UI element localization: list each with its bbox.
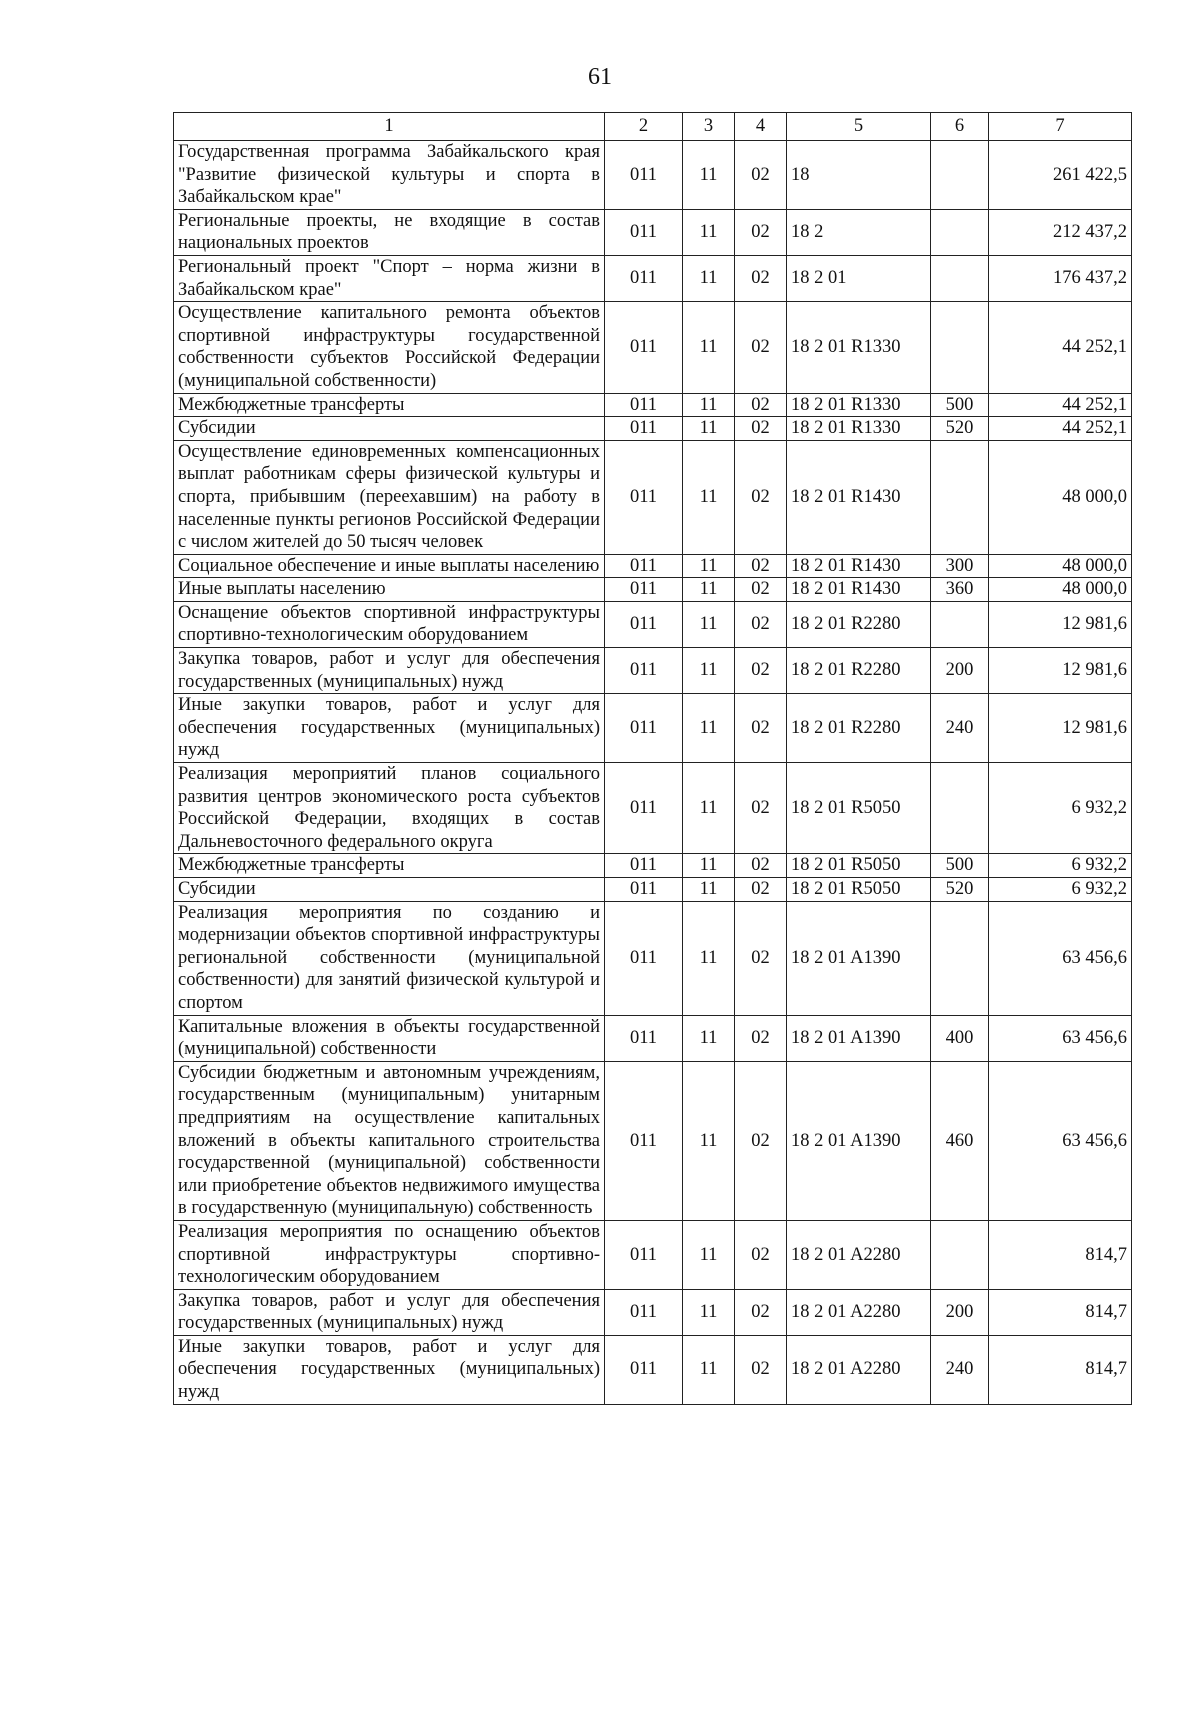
row-name: Региональный проект "Спорт – норма жизни в Забайкальском крае" [174,255,605,301]
ministry-code: 011 [605,648,683,694]
amount: 63 456,6 [989,901,1132,1015]
amount: 44 252,1 [989,417,1132,441]
subsection-code: 02 [735,1289,787,1335]
subsection-code: 02 [735,578,787,602]
expense-type-code [931,141,989,210]
section-code: 11 [683,854,735,878]
ministry-code: 011 [605,440,683,554]
section-code: 11 [683,1015,735,1061]
section-code: 11 [683,1289,735,1335]
table-row [174,1220,1132,1289]
table-row [174,255,1132,301]
row-name: Осуществление единовременных компенсационных выплат работникам сферы физической культуры и спорта, прибывшим (переехавшим) на работу в населенные пункты регионов Российской Федерации с числом жителей до 50 тысяч человек [174,440,605,554]
expense-type-code: 400 [931,1015,989,1061]
column-header: 6 [931,113,989,141]
ministry-code: 011 [605,554,683,578]
target-article-code: 18 2 01 R2280 [787,648,931,694]
amount: 814,7 [989,1220,1132,1289]
target-article-code: 18 2 01 A1390 [787,1015,931,1061]
column-header: 2 [605,113,683,141]
subsection-code: 02 [735,1220,787,1289]
section-code: 11 [683,601,735,647]
table-row [174,1061,1132,1220]
table-row [174,1015,1132,1061]
table-row [174,694,1132,763]
subsection-code: 02 [735,648,787,694]
target-article-code: 18 2 01 R5050 [787,854,931,878]
section-code: 11 [683,1061,735,1220]
table-row [174,878,1132,902]
table-row [174,601,1132,647]
subsection-code: 02 [735,302,787,393]
row-name: Межбюджетные трансферты [174,393,605,417]
expense-type-code [931,209,989,255]
ministry-code: 011 [605,1335,683,1404]
table-row [174,554,1132,578]
table-row [174,578,1132,602]
target-article-code: 18 2 01 R1330 [787,417,931,441]
expense-type-code: 200 [931,1289,989,1335]
target-article-code: 18 2 01 R1330 [787,302,931,393]
row-name: Иные выплаты населению [174,578,605,602]
ministry-code: 011 [605,1015,683,1061]
ministry-code: 011 [605,302,683,393]
subsection-code: 02 [735,854,787,878]
amount: 44 252,1 [989,302,1132,393]
subsection-code: 02 [735,417,787,441]
section-code: 11 [683,763,735,854]
row-name: Субсидии [174,417,605,441]
amount: 176 437,2 [989,255,1132,301]
table-row [174,209,1132,255]
row-name: Реализация мероприятия по созданию и модернизации объектов спортивной инфраструктуры региональной собственности (муниципальной собственности) для занятий физической культурой и спортом [174,901,605,1015]
row-name: Социальное обеспечение и иные выплаты населению [174,554,605,578]
target-article-code: 18 [787,141,931,210]
column-header: 4 [735,113,787,141]
subsection-code: 02 [735,393,787,417]
subsection-code: 02 [735,763,787,854]
table-header-row [174,113,1132,141]
amount: 44 252,1 [989,393,1132,417]
row-name: Закупка товаров, работ и услуг для обеспечения государственных (муниципальных) нужд [174,1289,605,1335]
subsection-code: 02 [735,141,787,210]
expense-type-code [931,763,989,854]
column-header: 5 [787,113,931,141]
ministry-code: 011 [605,393,683,417]
target-article-code: 18 2 01 A2280 [787,1335,931,1404]
section-code: 11 [683,440,735,554]
target-article-code: 18 2 01 [787,255,931,301]
amount: 63 456,6 [989,1015,1132,1061]
column-header: 3 [683,113,735,141]
section-code: 11 [683,141,735,210]
ministry-code: 011 [605,417,683,441]
section-code: 11 [683,417,735,441]
table-row [174,763,1132,854]
subsection-code: 02 [735,1015,787,1061]
section-code: 11 [683,1335,735,1404]
expense-type-code [931,440,989,554]
target-article-code: 18 2 01 A1390 [787,1061,931,1220]
subsection-code: 02 [735,440,787,554]
section-code: 11 [683,694,735,763]
target-article-code: 18 2 01 R1430 [787,440,931,554]
row-name: Иные закупки товаров, работ и услуг для обеспечения государственных (муниципальных) нужд [174,694,605,763]
budget-table [173,112,1132,1405]
row-name: Межбюджетные трансферты [174,854,605,878]
subsection-code: 02 [735,878,787,902]
table-row [174,417,1132,441]
section-code: 11 [683,878,735,902]
expense-type-code [931,255,989,301]
table-row [174,141,1132,210]
section-code: 11 [683,209,735,255]
row-name: Иные закупки товаров, работ и услуг для обеспечения государственных (муниципальных) нужд [174,1335,605,1404]
row-name: Капитальные вложения в объекты государственной (муниципальной) собственности [174,1015,605,1061]
ministry-code: 011 [605,601,683,647]
expense-type-code: 500 [931,393,989,417]
subsection-code: 02 [735,901,787,1015]
row-name: Закупка товаров, работ и услуг для обеспечения государственных (муниципальных) нужд [174,648,605,694]
target-article-code: 18 2 01 R1430 [787,554,931,578]
ministry-code: 011 [605,763,683,854]
amount: 12 981,6 [989,694,1132,763]
section-code: 11 [683,393,735,417]
amount: 6 932,2 [989,854,1132,878]
amount: 814,7 [989,1289,1132,1335]
target-article-code: 18 2 01 R5050 [787,878,931,902]
amount: 12 981,6 [989,648,1132,694]
amount: 48 000,0 [989,440,1132,554]
table-row [174,393,1132,417]
table-row [174,1289,1132,1335]
ministry-code: 011 [605,854,683,878]
row-name: Субсидии бюджетным и автономным учреждениям, государственным (муниципальным) унитарным предприятиям на осуществление капитальных вложений в объекты капитального строительства государственной (муниципальной) собственности или приобретение объектов недвижимого имущества в государственную (муниципальную) собственность [174,1061,605,1220]
target-article-code: 18 2 01 A1390 [787,901,931,1015]
expense-type-code [931,601,989,647]
target-article-code: 18 2 01 R2280 [787,694,931,763]
expense-type-code [931,1220,989,1289]
ministry-code: 011 [605,1220,683,1289]
expense-type-code: 520 [931,878,989,902]
target-article-code: 18 2 01 A2280 [787,1289,931,1335]
ministry-code: 011 [605,901,683,1015]
amount: 814,7 [989,1335,1132,1404]
section-code: 11 [683,648,735,694]
ministry-code: 011 [605,1289,683,1335]
expense-type-code: 520 [931,417,989,441]
amount: 6 932,2 [989,763,1132,854]
expense-type-code: 300 [931,554,989,578]
expense-type-code: 200 [931,648,989,694]
section-code: 11 [683,255,735,301]
amount: 48 000,0 [989,554,1132,578]
amount: 12 981,6 [989,601,1132,647]
ministry-code: 011 [605,878,683,902]
row-name: Региональные проекты, не входящие в состав национальных проектов [174,209,605,255]
subsection-code: 02 [735,601,787,647]
amount: 6 932,2 [989,878,1132,902]
amount: 48 000,0 [989,578,1132,602]
section-code: 11 [683,302,735,393]
target-article-code: 18 2 01 R1330 [787,393,931,417]
section-code: 11 [683,578,735,602]
target-article-code: 18 2 01 R2280 [787,601,931,647]
row-name: Государственная программа Забайкальского края "Развитие физической культуры и спорта в Забайкальском крае" [174,141,605,210]
expense-type-code [931,302,989,393]
ministry-code: 011 [605,578,683,602]
subsection-code: 02 [735,694,787,763]
ministry-code: 011 [605,209,683,255]
row-name: Субсидии [174,878,605,902]
ministry-code: 011 [605,1061,683,1220]
ministry-code: 011 [605,141,683,210]
target-article-code: 18 2 [787,209,931,255]
amount: 63 456,6 [989,1061,1132,1220]
row-name: Реализация мероприятия по оснащению объектов спортивной инфраструктуры спортивно-технологическим оборудованием [174,1220,605,1289]
column-header: 1 [174,113,605,141]
column-header: 7 [989,113,1132,141]
target-article-code: 18 2 01 A2280 [787,1220,931,1289]
subsection-code: 02 [735,255,787,301]
table-row [174,1335,1132,1404]
target-article-code: 18 2 01 R5050 [787,763,931,854]
expense-type-code: 240 [931,1335,989,1404]
row-name: Оснащение объектов спортивной инфраструктуры спортивно-технологическим оборудованием [174,601,605,647]
table-row [174,901,1132,1015]
ministry-code: 011 [605,255,683,301]
table-row [174,648,1132,694]
expense-type-code: 460 [931,1061,989,1220]
section-code: 11 [683,901,735,1015]
row-name: Реализация мероприятий планов социального развития центров экономического роста субъектов Российской Федерации, входящих в состав Дальневосточного федерального округа [174,763,605,854]
expense-type-code: 240 [931,694,989,763]
subsection-code: 02 [735,209,787,255]
section-code: 11 [683,1220,735,1289]
table-row [174,440,1132,554]
section-code: 11 [683,554,735,578]
target-article-code: 18 2 01 R1430 [787,578,931,602]
expense-type-code [931,901,989,1015]
table-row [174,302,1132,393]
table-row [174,854,1132,878]
amount: 261 422,5 [989,141,1132,210]
subsection-code: 02 [735,1061,787,1220]
row-name: Осуществление капитального ремонта объектов спортивной инфраструктуры государственной собственности субъектов Российской Федерации (муниципальной собственности) [174,302,605,393]
subsection-code: 02 [735,1335,787,1404]
expense-type-code: 500 [931,854,989,878]
subsection-code: 02 [735,554,787,578]
expense-type-code: 360 [931,578,989,602]
page-number: 61 [588,64,612,90]
ministry-code: 011 [605,694,683,763]
amount: 212 437,2 [989,209,1132,255]
